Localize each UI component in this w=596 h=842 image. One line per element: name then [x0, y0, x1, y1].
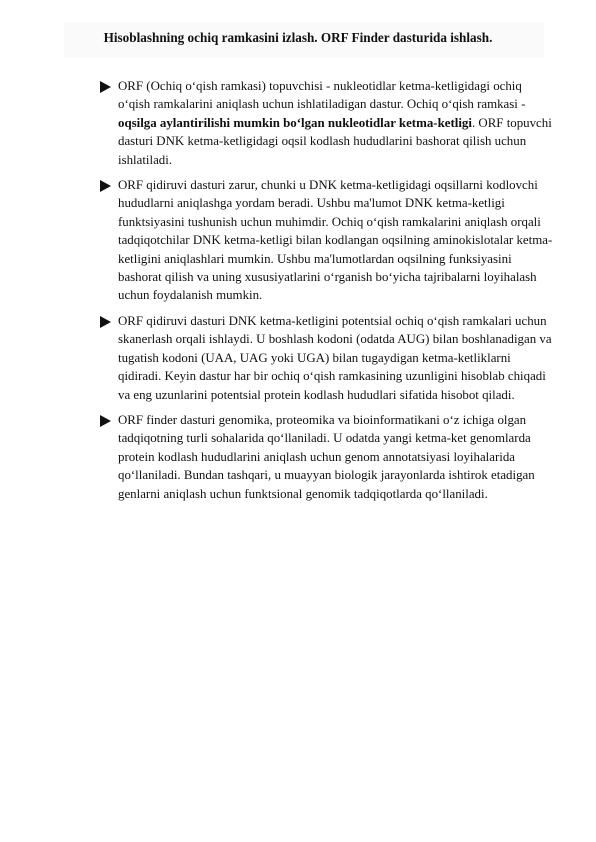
bullet-text-before: ORF (Ochiq o‘qish ramkasi) topuvchisi - nukleotidlar ketma-ketligidagi ochiq o‘qish ramkalarini aniqlash uchun ishlatiladigan dastur. Ochiq o‘qish ramkasi - [118, 79, 526, 112]
bullet-item-orf-importance [100, 176, 554, 305]
bullet-item-orf-definition [100, 77, 554, 169]
bullet-item-orf-mechanism [100, 312, 554, 404]
bullet-text: ORF qidiruvi dasturi zarur, chunki u DNK ketma-ketligidagi oqsillarni kodlovchi hududlarni aniqlashga yordam beradi. Ushbu ma'lumot DNK ketma-ketligi funktsiyasini tushunish uchun muhimdir. Ochiq o‘qish ramkalarini aniqlash orqali tadqiqotchilar DNK ketma-ketligi bilan kodlangan oqsilning aminokislotalar ketma-ketligini aniqlashlari mumkin. Ushbu ma'lumotlardan oqsilning funksiyasini bashorat qilish va uning xususiyatlarini o‘rganish bo‘yicha tajribalarni loyihalash uchun foydalanish mumkin. [118, 178, 553, 303]
right-triangle-arrow-icon [100, 81, 111, 93]
right-triangle-arrow-icon [100, 316, 111, 328]
bullet-list [100, 77, 554, 510]
bullet-bold-phrase: oqsilga aylantirilishi mumkin bo‘lgan nukleotidlar ketma-ketligi [118, 115, 472, 130]
right-triangle-arrow-icon [100, 415, 111, 427]
bullet-text-after: . ORF topuvchi dasturi DNK ketma-ketligidagi oqsil kodlash hududlarini bashorat qilish uchun ishlatiladi. [118, 115, 552, 167]
bullet-item-orf-applications [100, 411, 554, 503]
document-title: Hisoblashning ochiq ramkasini izlash. ORF Finder dasturida ishlash. [103, 30, 493, 45]
bullet-text: ORF finder dasturi genomika, proteomika va bioinformatikani o‘z ichiga olgan tadqiqotning turli sohalarida qo‘llaniladi. U odatda yangi ketma-ket genomlarda protein kodlash hududlarini aniqlash uchun genom annotatsiyasi loyihalarida qo‘llaniladi. Bundan tashqari, u muayyan biologik jarayonlarda ishtirok etadigan genlarni aniqlash uchun funktsional genomik tadqiqotlarda qo‘llaniladi. [118, 412, 535, 501]
bullet-text: ORF qidiruvi dasturi DNK ketma-ketligini potentsial ochiq o‘qish ramkalari uchun skanerlash orqali ishlaydi. U boshlash kodoni (odatda AUG) bilan boshlanadigan va tugatish kodoni (UAA, UAG yoki UGA) bilan tugaydigan ketma-ketliklarni qidiradi. Keyin dastur har bir ochiq o‘qish ramkasining uzunligini hisoblab chiqadi va eng uzunlarini potentsial protein kodlash hududlari sifatida hisobot qiladi. [118, 313, 552, 402]
right-triangle-arrow-icon [100, 180, 111, 192]
